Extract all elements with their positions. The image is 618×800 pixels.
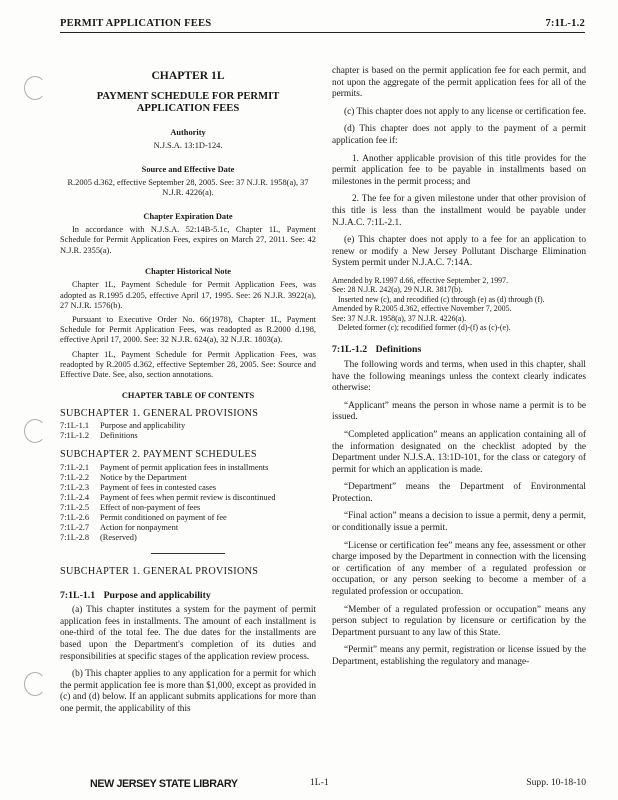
amendment-note: Amended by R.2005 d.362, effective November 7, 2005. — [332, 304, 512, 314]
definition-applicant: “Applicant” means the person in whose name a permit is to be issued. — [332, 400, 586, 423]
history-note: Chapter 1L, Payment Schedule for Permit Application Fees, was readopted by R.2005 d.362, effective September 28, 2005. See: Source and Effective Date. See, also, section annotations. — [60, 349, 316, 379]
toc-entry: 7:1L-2.2 Notice by the Department — [60, 472, 187, 482]
history-heading: Chapter Historical Note — [145, 266, 231, 276]
definition-final-action: “Final action” means a decision to issue a permit, deny a permit, or conditionally issue a permit. — [332, 511, 586, 534]
toc-entry: 7:1L-2.8 (Reserved) — [60, 532, 137, 542]
toc-subchapter-1-title: SUBCHAPTER 1. GENERAL PROVISIONS — [60, 407, 259, 419]
authority-text: N.J.S.A. 13:1D-124. — [153, 141, 223, 151]
chapter-number: CHAPTER 1L — [151, 69, 225, 82]
toc-subchapter-2-title: SUBCHAPTER 2. PAYMENT SCHEDULES — [60, 449, 257, 461]
section-number: 7:1L-1.2 — [332, 344, 368, 356]
page-number: 1L-1 — [310, 777, 329, 788]
source-text: R.2005 d.362, effective September 28, 2005. See: 37 N.J.R. 1958(a), 37 N.J.R. 4226(a). — [67, 178, 309, 198]
history-note: Chapter 1L, Payment Schedule for Permit Application Fees, was adopted as R.1995 d.205, effective April 17, 1995. See: 26 N.J.R. 3922(a), 27 N.J.R. 1576(b). — [60, 280, 316, 310]
definitions-intro: The following words and terms, when used in this chapter, shall have the following meanings unless the context clearly indicates otherwise: — [332, 359, 586, 394]
history-note: Pursuant to Executive Order No. 66(1978), Chapter 1L, Payment Schedule for Permit Application Fees, was readopted as R.2000 d.198, effective April 17, 2000. See: 32 N.J.R. 624(a), 32 N.J.R. 1803(a). — [60, 314, 316, 345]
toc-entry: 7:1L-2.5 Effect of non-payment of fees — [60, 502, 201, 512]
definition-member: “Member of a regulated profession or occupation” means any person subject to regulation by licensure or certification by the Department pursuant to any law of this State. — [332, 604, 586, 638]
paragraph-b-continued: chapter is based on the permit application fee for each permit, and not upon the aggregate of the permit application fees for all of the permits. — [332, 66, 586, 100]
definition-license-fee: “License or certification fee” means any fee, assessment or other charge imposed by the Department in connection with the licensing or certification of any member of a regulated profession or occupation, or any person seeking to become a member of a regulated profession or occupation. — [332, 540, 586, 598]
toc-entry: 7:1L-1.2 Definitions — [60, 431, 138, 441]
toc-entry: 7:1L-2.4 Payment of fees when permit review is discontinued — [60, 492, 276, 502]
paragraph-d-2: 2. The fee for a given milestone under that other provision of this title is less than the installment would be payable under N.J.A.C. 7:1L-2.1. — [332, 194, 586, 228]
amendment-note: Amended by R.1997 d.66, effective September 2, 1997. — [332, 275, 509, 285]
running-header — [60, 12, 585, 33]
punch-hole-mark — [24, 76, 46, 100]
definition-department: “Department” means the Department of Environmental Protection. — [332, 482, 586, 504]
paragraph-e: (e) This chapter does not apply to a fee for an application to renew or modify a New Jersey Pollutant Discharge Elimination System permit under N.J.A.C. 7:14A. — [332, 235, 586, 269]
toc-entry: 7:1L-2.7 Action for nonpayment — [60, 522, 179, 532]
header-section-number: 7:1L-1.2 — [545, 18, 585, 29]
amendment-note: Inserted new (c), and recodified (c) through (e) as (d) through (f). — [338, 294, 545, 304]
section-divider — [151, 553, 225, 554]
library-stamp-logo: NEW JERSEY STATE LIBRARY — [90, 778, 238, 790]
left-column — [60, 66, 316, 722]
toc-heading: CHAPTER TABLE OF CONTENTS — [121, 391, 255, 401]
amendment-note: See: 28 N.J.R. 242(a), 29 N.J.R. 3817(b). — [332, 285, 463, 295]
subchapter-1-heading: SUBCHAPTER 1. GENERAL PROVISIONS — [60, 565, 259, 577]
expiration-heading: Chapter Expiration Date — [143, 211, 233, 221]
amendment-note: See: 37 N.J.R. 1958(a), 37 N.J.R. 4226(a). — [332, 313, 467, 323]
amendment-note: Deleted former (c); recodified former (d)-(f) as (c)-(e). — [338, 322, 511, 332]
punch-hole-mark — [24, 672, 46, 696]
punch-hole-mark — [24, 419, 46, 443]
section-heading-1-2 — [332, 344, 586, 356]
paragraph-c: (c) This chapter does not apply to any license or certification fee. — [344, 106, 586, 117]
paragraph-b: (b) This chapter applies to any application for a permit for which the permit application fee is more than $1,000, except as provided in (c) and (d) below. If an applicant submits applications for more than one permit, the applicability of this — [60, 669, 316, 714]
paragraph-a: (a) This chapter institutes a system for the payment of permit application fees in installments. The amount of each installment is one-third of the total fee. The due dates for the installments are based upon the Department's completion of its duties and responsibilities at specific stages of the application review process. — [60, 605, 316, 662]
right-column — [332, 66, 586, 675]
chapter-title: PAYMENT SCHEDULE FOR PERMIT APPLICATION FEES — [96, 90, 280, 115]
toc-entry: 7:1L-1.1 Purpose and applicability — [60, 421, 186, 431]
amendment-notes — [332, 276, 586, 332]
section-number: 7:1L-1.1 — [60, 589, 96, 601]
expiration-text: In accordance with N.J.S.A. 52:14B-5.1c, Chapter 1L, Payment Schedule for Permit Application Fees, expires on March 27, 2011. See: 42 N.J.R. 2355(a). — [60, 225, 316, 255]
paragraph-d-1: 1. Another applicable provision of this title provides for the permit application fee to be payable in installments based on milestones in the permit process; and — [332, 153, 586, 187]
section-title: Purpose and applicability — [103, 589, 211, 601]
toc-subchapter-1 — [60, 421, 185, 441]
toc-entry: 7:1L-2.6 Permit conditioned on payment of fee — [60, 512, 227, 522]
definition-permit: “Permit” means any permit, registration or license issued by the Department, establishing the regulatory and manage- — [332, 645, 586, 667]
authority-heading: Authority — [170, 127, 206, 137]
supplement-date: Supp. 10-18-10 — [526, 777, 586, 788]
source-heading: Source and Effective Date — [141, 164, 235, 174]
definition-completed-application: “Completed application” means an application containing all of the information designated on the checklist adopted by the Department under N.J.S.A. 13:1D-101, for the class or category of permit for which an application is made. — [332, 429, 586, 475]
toc-entry: 7:1L-2.3 Payment of fees in contested cases — [60, 482, 217, 492]
toc-subchapter-2 — [60, 463, 276, 543]
paragraph-d: (d) This chapter does not apply to the payment of a permit application fee if: — [332, 124, 586, 146]
history-notes — [60, 280, 316, 380]
toc-entry: 7:1L-2.1 Payment of permit application fees in installments — [60, 462, 269, 472]
section-title: Definitions — [375, 344, 422, 356]
section-heading-1-1 — [60, 590, 316, 602]
header-title: PERMIT APPLICATION FEES — [60, 18, 212, 29]
